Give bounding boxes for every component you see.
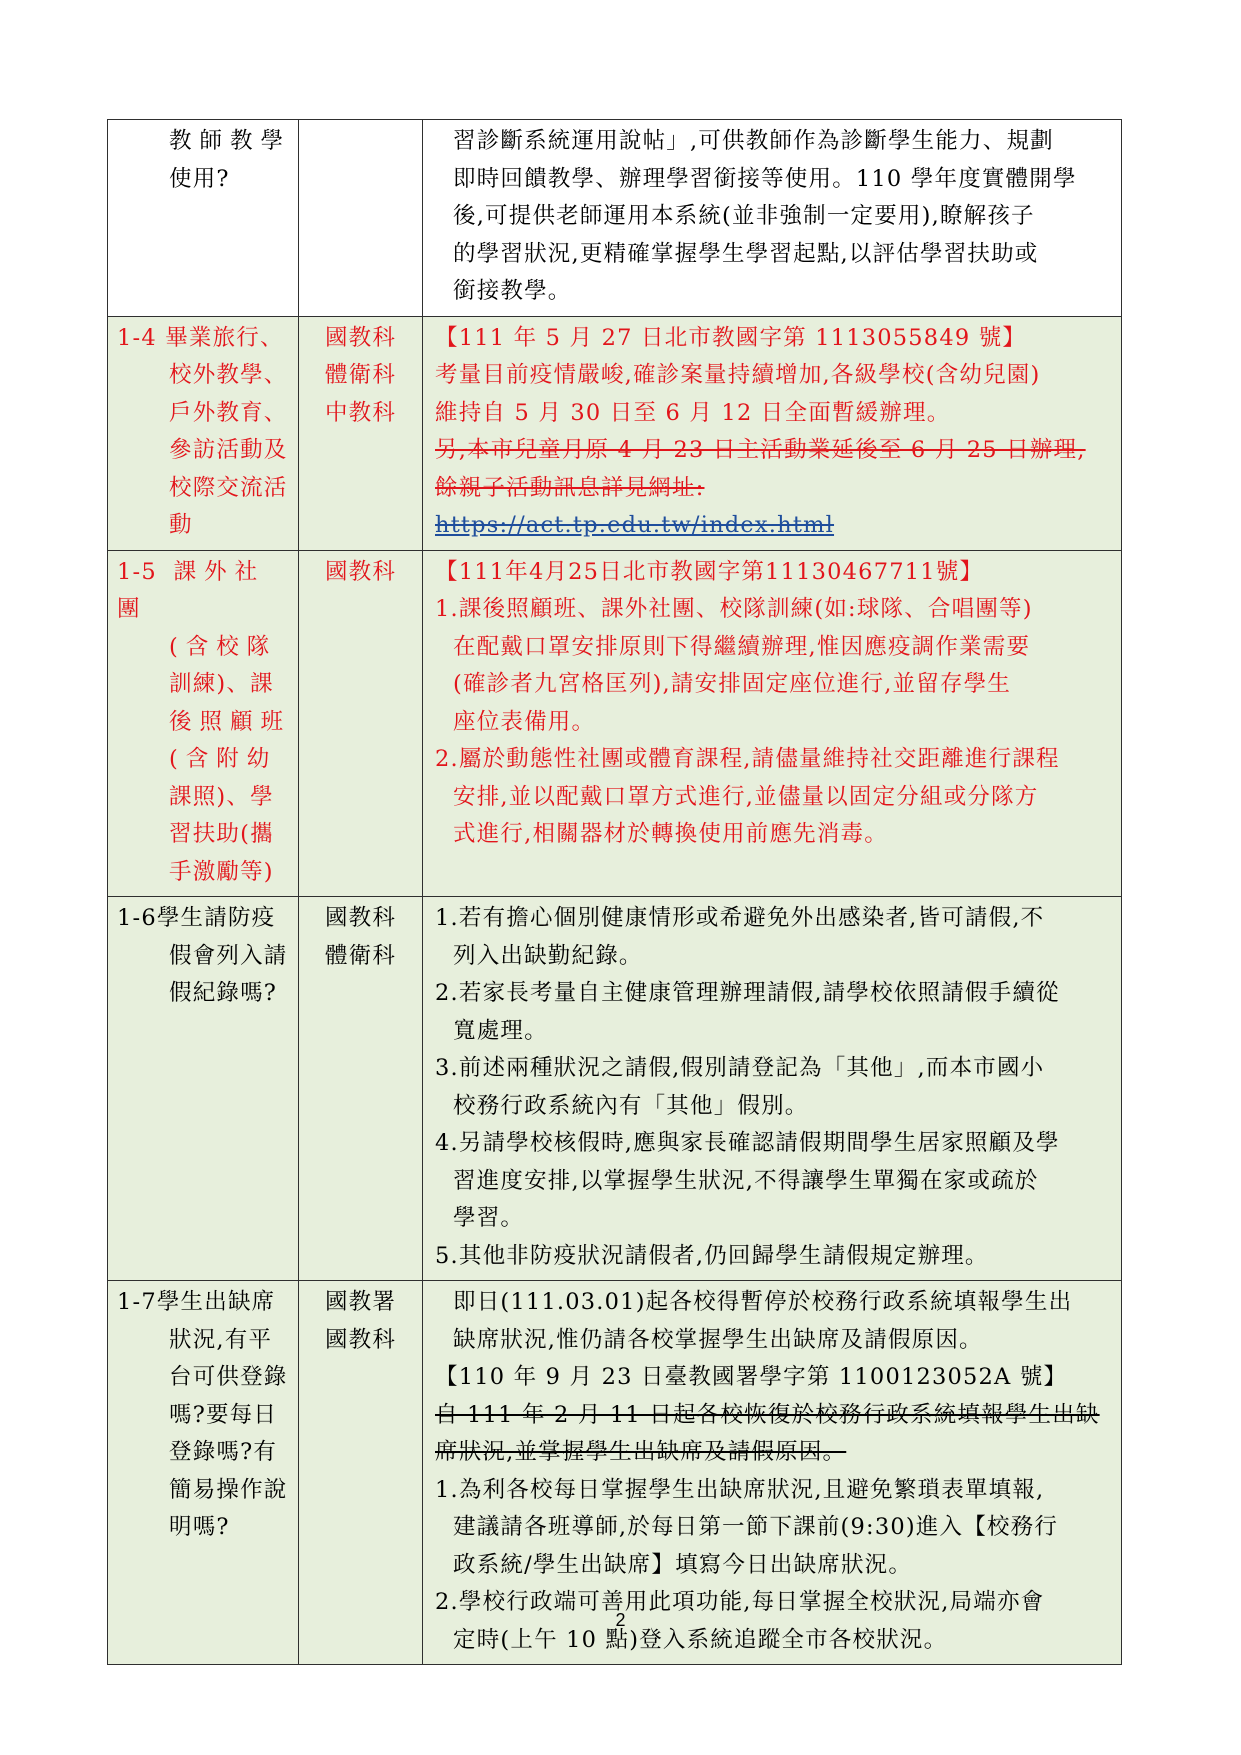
question-line: 使用? <box>169 165 230 192</box>
answer-line: 銜接教學。 <box>453 278 572 304</box>
answer-line: 後,可提供老師運用本系統(並非強制一定要用),瞭解孩子 <box>453 203 1035 229</box>
question-line: 課照)、學 <box>169 783 274 810</box>
answer-line: 2.學校行政端可善用此項功能,每日掌握全校狀況,局端亦會 <box>435 1589 1045 1615</box>
question-line: 台可供登錄 <box>169 1364 288 1390</box>
unit-label: 國教科 <box>324 1326 397 1353</box>
question-number: 1-5 <box>117 558 157 585</box>
struck-answer-line: 另,本市兒童月原 4 月 23 日主活動業延後至 6 月 25 日辦理, <box>435 437 1086 463</box>
unit-label: 國教署 <box>324 1289 397 1315</box>
question-line: 1-7學生出缺席 <box>117 1289 276 1315</box>
struck-answer-line: 餘親子活動訊息詳見網址: <box>435 474 705 501</box>
document-reference: 【111年4月25日北市教國字第11130467711號】 <box>435 558 984 585</box>
question-line: 登錄嗎?有 <box>169 1439 278 1465</box>
answer-line: 的學習狀況,更精確掌握學生學習起點,以評估學習扶助或 <box>453 240 1039 267</box>
answer-line: 維持自 5 月 30 日至 6 月 12 日全面暫緩辦理。 <box>435 399 951 426</box>
answer-cell <box>423 120 1122 317</box>
unit-label: 國教科 <box>324 324 397 351</box>
table-row <box>108 120 1122 317</box>
question-line: 戶外教育、 <box>169 399 288 426</box>
answer-line: 1.若有擔心個別健康情形或希避免外出感染者,皆可請假,不 <box>435 905 1045 931</box>
answer-line: 2.若家長考量自主健康管理辦理請假,請學校依照請假手續從 <box>435 980 1060 1006</box>
answer-line: 缺席狀況,惟仍請各校掌握學生出缺席及請假原因。 <box>453 1326 983 1353</box>
answer-line: 政系統/學生出缺席】填寫今日出缺席狀況。 <box>453 1551 913 1578</box>
question-line: 習扶助(攜 <box>169 821 274 847</box>
question-line: 訓練)、課 <box>169 671 274 697</box>
unit-label: 體衛科 <box>324 942 397 969</box>
answer-line: 3.前述兩種狀況之請假,假別請登記為「其他」,而本市國小 <box>435 1055 1045 1081</box>
unit-label: 國教科 <box>324 558 397 585</box>
question-line: 校外教學、 <box>169 362 288 388</box>
question-line: 明嗎? <box>169 1514 230 1540</box>
answer-cell <box>423 897 1122 1281</box>
question-cell <box>108 1281 299 1665</box>
question-line: 假紀錄嗎? <box>169 980 278 1006</box>
struck-answer-line: 自 111 年 2 月 11 日起各校恢復於校務行政系統填報學生出缺 <box>435 1401 1100 1428</box>
unit-cell <box>299 316 423 550</box>
answer-cell <box>423 316 1122 550</box>
question-line: 教師教學 <box>169 128 292 154</box>
unit-label: 國教科 <box>324 905 397 931</box>
answer-line: 1.課後照顧班、課外社團、校隊訓練(如:球隊、合唱團等) <box>435 596 1033 622</box>
answer-line: 座位表備用。 <box>453 708 596 735</box>
question-line: 1-4 畢業旅行、 <box>117 324 284 351</box>
answer-line: 在配戴口罩安排原則下得繼續辦理,惟因應疫調作業需要 <box>453 633 1031 660</box>
answer-cell <box>423 550 1122 897</box>
question-number: 1-4 <box>117 324 157 351</box>
question-cell <box>108 897 299 1281</box>
document-reference: 【111 年 5 月 27 日北市教國字第 1113055849 號】 <box>435 324 1027 351</box>
answer-line: (確診者九宮格匡列),請安排固定座位進行,並留存學生 <box>453 671 1012 697</box>
unit-label: 體衛科 <box>324 362 397 388</box>
question-line: 動 <box>169 512 193 538</box>
answer-line: 寬處理。 <box>453 1017 548 1044</box>
answer-line: 建議請各班導師,於每日第一節下課前(9:30)進入【校務行 <box>453 1514 1059 1540</box>
answer-line: 1.為利各校每日掌握學生出缺席狀況,且避免繁瑣表單填報, <box>435 1476 1045 1503</box>
unit-cell <box>299 550 423 897</box>
answer-line: 考量目前疫情嚴峻,確診案量持續增加,各級學校(含幼兒園) <box>435 362 1041 388</box>
answer-line: 習診斷系統運用說帖」,可供教師作為診斷學生能力、規劃 <box>453 128 1054 154</box>
answer-line: 4.另請學校核假時,應與家長確認請假期間學生居家照顧及學 <box>435 1130 1060 1156</box>
question-cell <box>108 120 299 317</box>
question-line: (含校隊 <box>169 633 278 660</box>
table-row <box>108 316 1122 550</box>
question-line: 嗎?要每日 <box>169 1401 278 1428</box>
unit-cell <box>299 897 423 1281</box>
answer-line: 習進度安排,以掌握學生狀況,不得讓學生單獨在家或疏於 <box>453 1167 1039 1194</box>
document-reference: 【110 年 9 月 23 日臺教國署學字第 1100123052A 號】 <box>435 1364 1068 1390</box>
faq-table <box>107 119 1122 1665</box>
unit-cell <box>299 120 423 317</box>
question-line: 後照顧班 <box>169 708 292 735</box>
question-line: 手激勵等) <box>169 858 274 885</box>
unit-cell <box>299 1281 423 1665</box>
question-line: 校際交流活 <box>169 474 288 501</box>
struck-answer-line: 席狀況,並掌握學生出缺席及請假原因。 <box>435 1439 847 1465</box>
answer-line: 列入出缺勤紀錄。 <box>453 942 643 969</box>
unit-label: 中教科 <box>324 399 397 426</box>
table-row <box>108 897 1122 1281</box>
question-line: 簡易操作說 <box>169 1476 288 1503</box>
question-line: 假會列入請 <box>169 942 288 969</box>
answer-cell <box>423 1281 1122 1665</box>
question-cell <box>108 316 299 550</box>
question-number: 1-7 <box>117 1289 157 1315</box>
answer-line: 即日(111.03.01)起各校得暫停於校務行政系統填報學生出 <box>453 1289 1073 1315</box>
answer-line: 5.其他非防疫狀況請假者,仍回歸學生請假規定辦理。 <box>435 1242 989 1269</box>
question-number: 1-6 <box>117 905 157 931</box>
table-row <box>108 550 1122 897</box>
table-row <box>108 1281 1122 1665</box>
question-line: 1-5 課外社團 <box>117 558 266 622</box>
answer-line: 即時回饋教學、辦理學習銜接等使用。110 學年度實體開學 <box>453 165 1077 192</box>
activity-link[interactable]: https://act.tp.edu.tw/index.html <box>435 512 835 538</box>
page-number: 2 <box>615 1610 626 1630</box>
answer-line: 2.屬於動態性社團或體育課程,請儘量維持社交距離進行課程 <box>435 746 1060 772</box>
question-line: 參訪活動及 <box>169 437 288 463</box>
answer-line: 定時(上午 10 點)登入系統追蹤全市各校狀況。 <box>453 1626 948 1653</box>
question-cell <box>108 550 299 897</box>
answer-line: 學習。 <box>453 1205 525 1231</box>
answer-line: 式進行,相關器材於轉換使用前應先消毒。 <box>453 821 888 847</box>
question-line: (含附幼 <box>169 746 278 772</box>
question-line: 狀況,有平 <box>169 1326 273 1353</box>
answer-line: 安排,並以配戴口罩方式進行,並儘量以固定分組或分隊方 <box>453 783 1039 810</box>
answer-line: 校務行政系統內有「其他」假別。 <box>453 1092 809 1119</box>
question-line: 1-6學生請防疫 <box>117 905 276 931</box>
